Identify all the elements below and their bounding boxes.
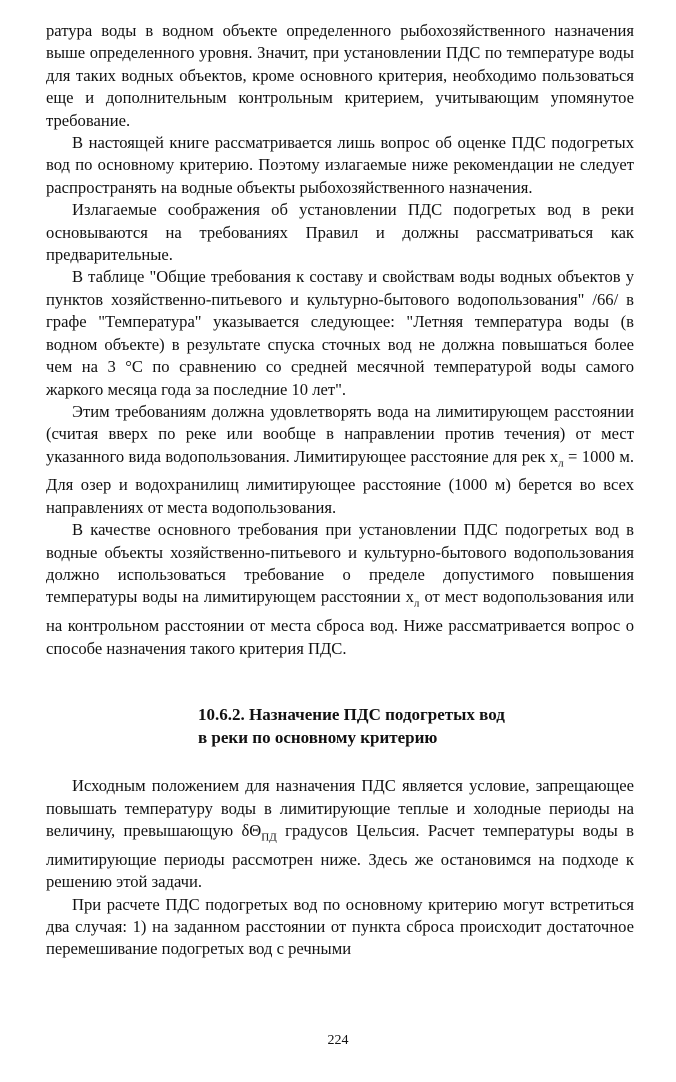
paragraph-7-text-a: Исходным положением для назначения ПДС является условие, запрещающее повышать температуру воды в лимитирующие теплые и холодные периоды на величину, превышающую δΘ <box>46 776 634 840</box>
subscript-l: л <box>413 597 420 610</box>
paragraph-4: В таблице "Общие требования к составу и свойствам воды водных объектов у пунктов хозяйственно-питьевого и культурно-бытового водопользования" /66/ в графе "Температура" указывается следующее: "Летняя температура воды (в водном объекте) в результате спуска сточных вод не должна повышаться более чем на 3 °С по сравнению со средней месячной температурой воды самого жаркого месяца года за последние 10 лет". <box>46 267 634 399</box>
subscript-pd: ПД <box>261 831 277 844</box>
paragraph-6-text-b: от мест водопользования или на контрольном расстоянии от места сброса вод. Ниже рассматривается вопрос о способе назначения такого критерия ПДС. <box>46 587 634 658</box>
paragraph-5-text-b: = 1000 м. Для озер и водохранилищ лимитирующее расстояние (1000 м) берется во всех направлениях от места водопользования. <box>46 446 634 517</box>
paragraph-2: В настоящей книге рассматривается лишь вопрос об оценке ПДС подогретых вод по основному критерию. Поэтому излагаемые ниже рекомендации не следует распространять на водные объекты рыбохозяйственного назначения. <box>46 133 634 197</box>
page-content <box>46 20 634 961</box>
paragraph-5-text-a: Этим требованиям должна удовлетворять вода на лимитирующем расстоянии (считая вверх по реке или вообще в направлении против течения) от мест указанного вида водопользования. Лимитирующее расстояние для рек x <box>46 401 634 466</box>
section-title-line-1: 10.6.2. Назначение ПДС подогретых вод <box>198 705 505 724</box>
subscript-l: л <box>558 457 564 470</box>
paragraph-3: Излагаемые соображения об установлении ПДС подогретых вод в реки основываются на требованиях Правил и должны рассматриваться как предварительные. <box>46 200 634 265</box>
paragraph-8: При расчете ПДС подогретых вод по основному критерию могут встретиться два случая: 1) на заданном расстоянии от пункта сброса происходит достаточное перемешивание подогретых вод с речными <box>46 894 634 959</box>
section-title-line-2: в реки по основному критерию <box>198 727 438 747</box>
section-title <box>46 704 634 749</box>
paragraph-7-text-b: градусов Цельсия. Расчет температуры воды в лимитирующие периоды рассмотрен ниже. Здесь же остановимся на подходе к решению этой задачи. <box>46 821 634 892</box>
paragraph-7 <box>46 775 634 893</box>
page-number: 224 <box>327 1033 349 1048</box>
paragraph-1: ратура воды в водном объекте определенного рыбохозяйственного назначения выше определенного уровня. Значит, при установлении ПДС по температуре воды для таких водных объектов, кроме основного критерия, необходимо пользоваться еще и дополнительным контрольным критерием, учитывающим упомянутое требование. <box>46 21 634 130</box>
paragraph-5 <box>46 401 634 519</box>
paragraph-6-text-a: В качестве основного требования при установлении ПДС подогретых вод в водные объекты хозяйственно-питьевого и культурно-бытового водопользования должно использоваться требование о пределе допустимого повышения температуры воды на лимитирующем расстоянии x <box>46 520 634 607</box>
paragraph-6 <box>46 519 634 660</box>
